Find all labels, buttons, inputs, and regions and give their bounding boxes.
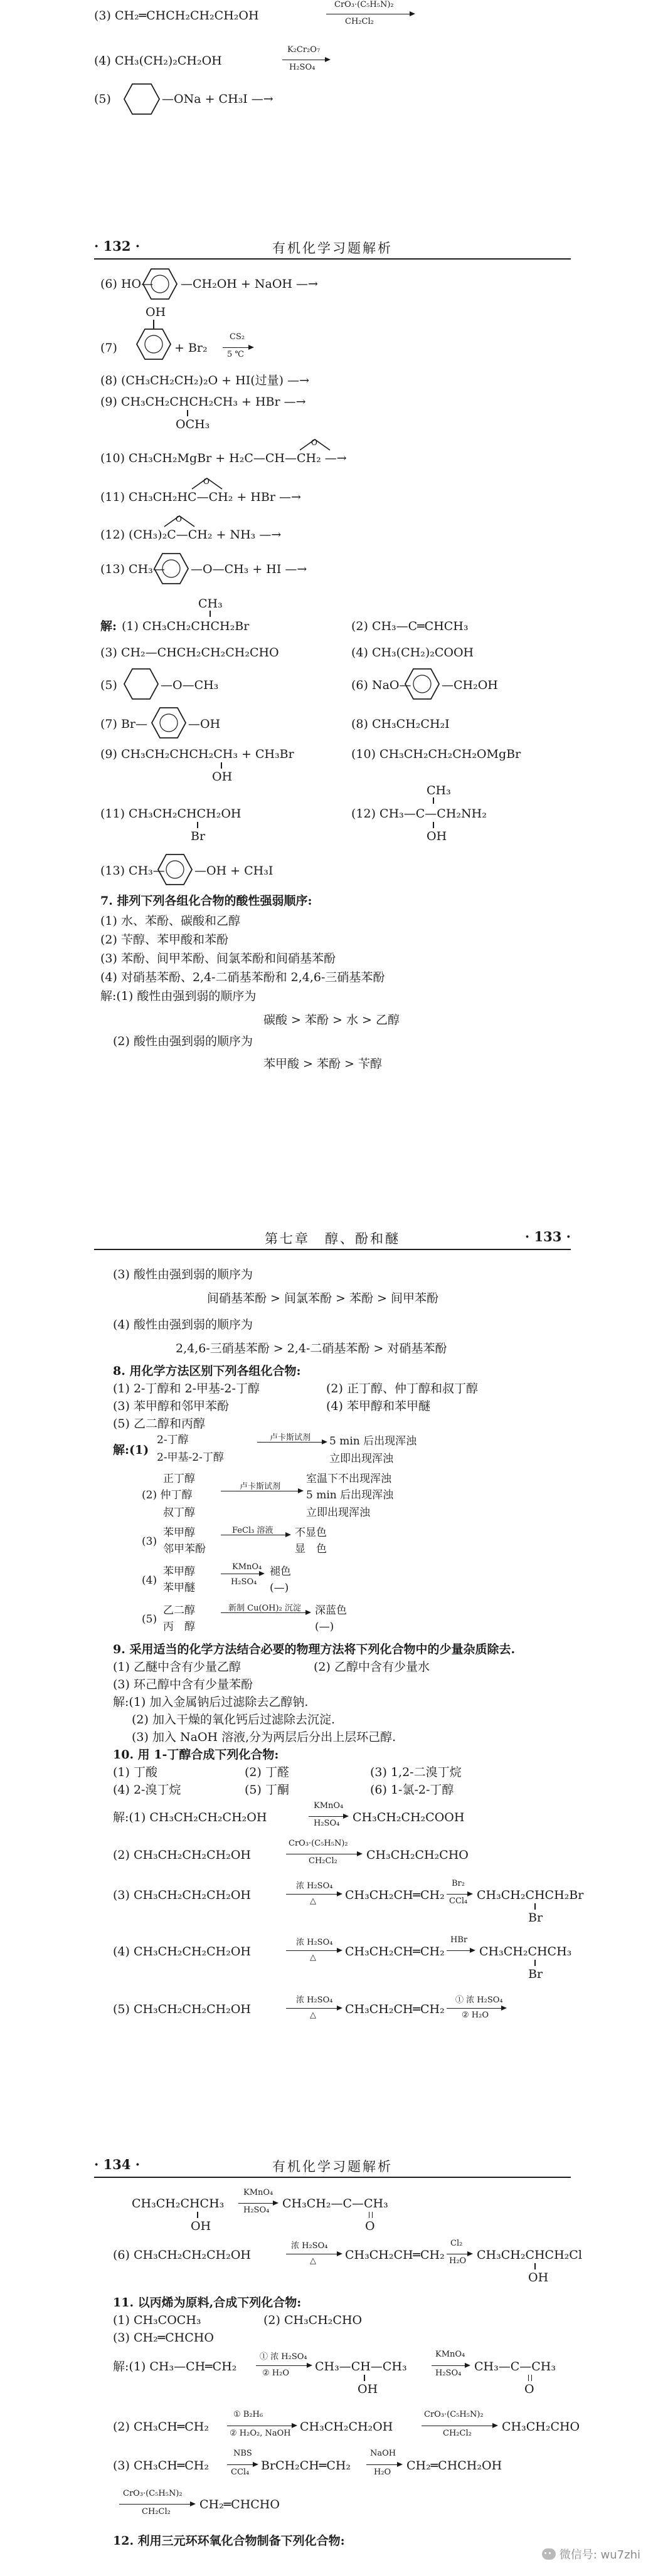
reaction-arrow <box>227 2464 257 2465</box>
substituent-label: Br <box>528 1967 543 1981</box>
question-item: (1) 水、苯酚、碳酸和乙醇 <box>100 914 240 928</box>
question-item: (2) CH₃CH₂CHO <box>263 2313 363 2327</box>
question-item: (3) 苯甲醇和邻甲苯酚 <box>113 1399 229 1413</box>
benzene-ring <box>153 552 189 586</box>
reaction-condition: ① B₂H₆ <box>233 2410 263 2419</box>
reaction-line: CH₃CH₂—C—CH₃ <box>282 2197 388 2211</box>
substituent-label: CH₃ <box>198 597 223 611</box>
reaction-condition: CH₂Cl₂ <box>345 17 374 26</box>
answer-line: —OH + CH₃I <box>194 864 273 878</box>
observation: 5 min 后出现浑浊 <box>329 1435 417 1448</box>
question-item: (2) 正丁醇、仲丁醇和叔丁醇 <box>326 1382 478 1396</box>
substituent-label: Br <box>191 829 206 843</box>
page-fragment-1 <box>0 0 658 201</box>
page-number: · 132 · <box>94 238 141 254</box>
compound-label: 2-甲基-2-丁醇 <box>157 1451 224 1464</box>
answer-line: 解:(1) 加入金属钠后过滤除去乙醇钠. <box>113 1695 309 1709</box>
reaction-condition: ② H₂O₂, NaOH <box>230 2429 291 2438</box>
compound-label: 丙 醇 <box>163 1621 195 1633</box>
observation: 深蓝色 <box>315 1604 347 1617</box>
observation: 不显色 <box>295 1527 327 1539</box>
reaction-line: CH₃—C—CH₃ <box>474 2360 556 2374</box>
reaction-line: CH₃CH₂CH═CH₂ <box>345 2248 445 2262</box>
reaction-line: CH₃CH₂CH═CH₂ <box>345 1888 445 1902</box>
reaction-arrow <box>286 2008 341 2009</box>
reaction-condition: △ <box>310 1953 316 1962</box>
reaction-condition: 浓 H₂SO₄ <box>296 1881 333 1891</box>
answer-line: —O—CH₃ <box>161 678 219 692</box>
reaction-line: CH₃CH₂CH₂OH <box>300 2420 393 2434</box>
answer-line: (2) 加入干燥的氧化钙后过滤除去沉淀. <box>132 1713 335 1727</box>
answer-line: (11) CH₃CH₂CHCH₂OH <box>100 807 241 821</box>
benzene-ring <box>157 853 193 886</box>
header-rule <box>94 2177 571 2178</box>
benzene-ring <box>142 267 178 301</box>
reaction-condition: CH₂Cl₂ <box>443 2429 472 2438</box>
question-item: (1) CH₃COCH₃ <box>113 2313 201 2327</box>
reaction-line: 解:(1) CH₃—CH═CH₂ <box>113 2360 237 2374</box>
question-title: 10. 用 1-丁醇合成下列化合物: <box>113 1748 279 1762</box>
reaction-arrow <box>256 2365 311 2366</box>
reagent-label: FeCl₃ 溶液 <box>232 1526 273 1535</box>
observation: 室温下不出现浑浊 <box>306 1473 391 1485</box>
epoxide-ring <box>296 438 334 451</box>
benzene-ring <box>404 667 440 701</box>
reaction-line: (13) CH₃— <box>100 562 165 576</box>
reaction-condition: H₂O <box>374 2468 391 2477</box>
question-item: (2) 乙醇中含有少量水 <box>314 1660 430 1674</box>
reaction-line: CH₃CH₂CHCH₃ <box>132 2197 225 2211</box>
reaction-line: CH₃CH₂CHCH₂Cl <box>477 2248 582 2262</box>
question-item: (4) 对硝基苯酚、2,4-二硝基苯酚和 2,4,6-三硝基苯酚 <box>100 970 385 984</box>
compound-label: 2-丁醇 <box>157 1434 189 1446</box>
reaction-condition: H₂SO₄ <box>243 2205 270 2215</box>
reaction-condition: H₂SO₄ <box>435 2368 462 2378</box>
page-number: · 134 · <box>94 2157 141 2172</box>
bond <box>534 2263 536 2269</box>
question-title: 11. 以丙烯为原料,合成下列化合物: <box>113 2296 302 2310</box>
reaction-condition: NBS <box>233 2449 252 2458</box>
reaction-line: —CH₂OH + NaOH —→ <box>181 277 318 291</box>
answer-line: (3) <box>142 1535 157 1548</box>
reaction-condition: CCl₄ <box>449 1896 468 1906</box>
reaction-arrow <box>238 2203 277 2204</box>
question-item: (3) CH₂═CHCHO <box>113 2331 214 2345</box>
reaction-line: CH₃CH₂CH═CH₂ <box>345 2002 445 2016</box>
reaction-arrow <box>257 1442 326 1443</box>
reaction-line: + Br₂ <box>174 341 208 355</box>
answer-line: (6) NaO— <box>351 678 411 692</box>
compound-label: 苯甲醇 <box>163 1527 195 1539</box>
reaction-condition: ① 浓 H₂SO₄ <box>455 1995 503 2005</box>
page-title: 第七章 醇、酚和醚 <box>265 1231 400 1246</box>
answer-label: 解:(1) <box>113 1443 149 1457</box>
reaction-condition: 浓 H₂SO₄ <box>291 2241 328 2251</box>
reaction-condition: H₂SO₄ <box>289 63 316 72</box>
reaction-condition: CH₂Cl₂ <box>309 1856 337 1866</box>
reaction-condition: ① 浓 H₂SO₄ <box>260 2352 307 2362</box>
reaction-condition: KMnO₄ <box>435 2350 465 2359</box>
substituent-label: O <box>524 2382 534 2396</box>
compound-label: 苯甲醇 <box>163 1565 195 1578</box>
reaction-line: —ONa + CH₃I —→ <box>162 92 273 106</box>
substituent-label: OH <box>427 829 447 843</box>
reagent-label: 卢卡斯试剂 <box>240 1482 281 1491</box>
reaction-condition: CS₂ <box>230 332 245 342</box>
answer-line: (5) <box>142 1613 157 1626</box>
substituent-label: CH₃ <box>427 784 451 797</box>
cyclohexane-ring <box>123 667 159 701</box>
reaction-line: —O—CH₃ + HI —→ <box>191 562 307 576</box>
question-title: 7. 排列下列各组化合物的酸性强弱顺序: <box>100 894 312 908</box>
reaction-condition: Br₂ <box>452 1879 465 1888</box>
reagent-label: 新制 Cu(OH)₂ 沉淀 <box>228 1604 301 1613</box>
substituent-label: OH <box>358 2382 378 2396</box>
answer-line: —OH <box>188 717 221 731</box>
bond <box>433 822 434 828</box>
reaction-condition: Cl₂ <box>450 2239 463 2248</box>
reaction-condition: K₂Cr₂O₇ <box>287 45 321 55</box>
reaction-line: (3) CH₃CH═CH₂ <box>113 2459 209 2473</box>
question-item: (5) 丁酮 <box>245 1783 289 1797</box>
bond <box>197 822 198 828</box>
observation: 显 色 <box>295 1543 327 1555</box>
reaction-line: CH₃CH₂CHCH₂Br <box>477 1888 584 1902</box>
compound-label: (2) 仲丁醇 <box>142 1489 193 1501</box>
question-title: 8. 用化学方法区别下列各组化合物: <box>113 1364 301 1378</box>
epoxide-ring <box>161 514 198 528</box>
answer-line: (3) CH₂—CHCH₂CH₂CH₂CHO <box>100 646 279 660</box>
answer-line: (7) Br— <box>100 717 147 731</box>
reaction-line: (9) CH₃CH₂CHCH₂CH₃ + HBr —→ <box>100 395 306 409</box>
bond <box>210 611 211 617</box>
question-item: (1) 丁酸 <box>113 1765 157 1779</box>
answer-line: (8) CH₃CH₂CH₂I <box>351 717 450 731</box>
answer-line: (4) <box>142 1574 157 1587</box>
reaction-condition: △ <box>310 2256 316 2266</box>
page-header <box>94 2157 571 2174</box>
question-title: 9. 采用适当的化学方法结合必要的物理方法将下列化合物中的少量杂质除去. <box>113 1643 516 1656</box>
bond <box>197 2212 198 2218</box>
reaction-condition: 浓 H₂SO₄ <box>296 1938 333 1947</box>
reaction-condition: CrO₃·(C₅H₅N)₂ <box>123 2489 183 2498</box>
question-item: (3) 1,2-二溴丁烷 <box>370 1765 462 1779</box>
compound-label: 正丁醇 <box>163 1473 195 1485</box>
reaction-line: BrCH₂CH═CH₂ <box>261 2459 351 2473</box>
answer-line: (9) CH₃CH₂CHCH₂CH₃ + CH₃Br <box>100 747 294 761</box>
reaction-line: (11) CH₃CH₂HC—CH₂ + HBr —→ <box>100 490 301 504</box>
reaction-line: CH₃CH₂CH₂COOH <box>353 1811 465 1824</box>
answer-line: (1) CH₃CH₂CHCH₂Br <box>122 619 250 633</box>
reaction-condition: H₂O <box>449 2256 467 2266</box>
answer-line: 碳酸 > 苯酚 > 水 > 乙醇 <box>263 1013 400 1027</box>
compound-label: 叔丁醇 <box>163 1506 195 1519</box>
answer-line: 解:(1) 酸性由强到弱的顺序为 <box>100 989 257 1003</box>
page-133 <box>0 1229 658 2119</box>
question-item: (2) 丁醛 <box>245 1765 289 1779</box>
reaction-condition: CrO₃·(C₅H₅N)₂ <box>334 0 394 9</box>
substituent-label: OCH₃ <box>176 418 210 431</box>
question-item: (1) 2-丁醇和 2-甲基-2-丁醇 <box>113 1382 260 1396</box>
observation: (—) <box>315 1621 334 1633</box>
double-bond <box>369 2212 373 2218</box>
watermark-text: 微信号: wu7zhi <box>559 2548 640 2562</box>
header-rule <box>94 258 571 260</box>
bond <box>534 1903 536 1910</box>
page-134 <box>0 2157 658 2576</box>
answer-line: (4) 酸性由强到弱的顺序为 <box>113 1318 253 1332</box>
answer-line: 间硝基苯酚 > 间氯苯酚 > 苯酚 > 间甲苯酚 <box>207 1291 438 1305</box>
bond <box>364 2375 365 2381</box>
answer-line: (4) CH₃(CH₂)₂COOH <box>351 646 474 660</box>
reagent-label: H₂SO₄ <box>231 1577 257 1587</box>
answer-line: (10) CH₃CH₂CH₂CH₂OMgBr <box>351 747 521 761</box>
reaction-arrow <box>447 1950 474 1951</box>
reaction-arrow <box>223 347 253 348</box>
observation: 立即出现浑浊 <box>329 1453 393 1465</box>
page-title: 有机化学习题解析 <box>272 2159 393 2174</box>
svg-text:O: O <box>176 515 182 523</box>
observation: 褪色 <box>270 1565 291 1578</box>
substituent-label: OH <box>191 2219 211 2233</box>
bond <box>187 410 188 416</box>
reaction-condition: HBr <box>450 1935 468 1945</box>
substituent-label: OH <box>212 770 233 784</box>
reaction-line: CH₃CH₂CH═CH₂ <box>345 1945 445 1958</box>
reaction-line: CH₃CH₂CHCH₃ <box>479 1945 572 1958</box>
reaction-line: CH₃CH₂CHO <box>502 2420 580 2434</box>
reaction-condition: KMnO₄ <box>314 1801 344 1811</box>
reaction-arrow <box>119 2504 194 2505</box>
reaction-condition: ② H₂O <box>262 2368 289 2378</box>
question-item: (3) 环己醇中含有少量苯酚 <box>113 1678 253 1691</box>
page-header <box>94 238 571 256</box>
question-item: (2) 苄醇、苯甲酸和苯酚 <box>100 933 228 947</box>
benzene-ring <box>151 706 187 740</box>
reaction-condition: CH₂Cl₂ <box>142 2507 171 2516</box>
substituent-label: OH <box>146 305 166 319</box>
reaction-line: (5) <box>94 92 111 106</box>
reaction-condition: CrO₃·(C₅H₅N)₂ <box>424 2410 484 2419</box>
reaction-arrow <box>447 1894 472 1895</box>
reagent-label: 卢卡斯试剂 <box>270 1433 311 1443</box>
reaction-line: (4) CH₃(CH₂)₂CH₂OH <box>94 54 222 68</box>
question-item: (5) 乙二醇和丙醇 <box>113 1417 205 1431</box>
substituent-label: OH <box>528 2271 549 2284</box>
substituent-label: O <box>365 2219 375 2233</box>
question-item: (3) 苯酚、间甲苯酚、间氯苯酚和间硝基苯酚 <box>100 952 336 965</box>
question-title: 12. 利用三元环环氧化合物制备下列化合物: <box>113 2534 345 2548</box>
answer-label: 解: <box>100 619 117 633</box>
question-item: (4) 苯甲醇和苯甲醚 <box>326 1399 430 1413</box>
reaction-condition: NaOH <box>370 2449 396 2458</box>
page-number: · 133 · <box>524 1229 571 1244</box>
reaction-line: CH₃—CH—CH₃ <box>315 2360 407 2374</box>
reaction-line: (12) (CH₃)₂C—CH₂ + NH₃ —→ <box>100 528 282 542</box>
answer-line: —CH₂OH <box>442 678 498 692</box>
svg-text:O: O <box>311 438 317 447</box>
question-item: (6) 1-氯-2-丁醇 <box>370 1783 454 1797</box>
watermark <box>542 2546 640 2562</box>
reaction-line: (4) CH₃CH₂CH₂CH₂OH <box>113 1945 251 1958</box>
observation: 5 min 后出现浑浊 <box>306 1489 394 1501</box>
header-rule <box>94 1249 571 1250</box>
cyclohexane-ring <box>123 81 161 117</box>
reaction-line: CH₂═CHCHO <box>199 2498 280 2511</box>
compound-label: 苯甲醚 <box>163 1582 195 1594</box>
reaction-condition: KMnO₄ <box>243 2188 273 2197</box>
reaction-line: (2) CH₃CH═CH₂ <box>113 2420 209 2434</box>
reaction-line: (5) CH₃CH₂CH₂CH₂OH <box>113 2002 251 2016</box>
reagent-label: KMnO₄ <box>232 1562 262 1572</box>
reaction-line: (6) HO— <box>100 277 154 291</box>
compound-label: 乙二醇 <box>163 1604 195 1617</box>
reaction-condition: △ <box>310 2011 316 2020</box>
answer-line: (3) 加入 NaOH 溶液,分为两层后分出上层环己醇. <box>132 1730 396 1744</box>
double-bond <box>528 2375 532 2381</box>
reaction-arrow <box>221 1612 310 1613</box>
reaction-condition: 5 ℃ <box>227 350 244 359</box>
reaction-arrow <box>366 2464 401 2465</box>
bond <box>221 762 222 769</box>
reaction-line: CH₃CH₂CH₂CHO <box>366 1848 469 1862</box>
reaction-condition: 浓 H₂SO₄ <box>296 1995 333 2005</box>
reaction-condition: CrO₃·(C₅H₅N)₂ <box>289 1839 348 1848</box>
reaction-line: (3) CH₂═CHCH₂CH₂CH₂OH <box>94 9 259 23</box>
reaction-arrow <box>447 2008 506 2009</box>
benzene-ring <box>135 327 172 361</box>
answer-line: (3) 酸性由强到弱的顺序为 <box>113 1268 253 1281</box>
reaction-condition: ② H₂O <box>462 2011 489 2020</box>
observation: (—) <box>270 1582 289 1594</box>
substituent-label: Br <box>528 1911 543 1925</box>
question-item: (4) 2-溴丁烷 <box>113 1783 181 1797</box>
page-132 <box>0 238 658 1197</box>
answer-line: 苯甲酸 > 苯酚 > 苄醇 <box>263 1057 382 1071</box>
observation: 立即出现浑浊 <box>306 1506 370 1519</box>
reaction-arrow <box>309 1816 348 1817</box>
answer-line: (12) CH₃—C—CH₂NH₂ <box>351 807 487 821</box>
question-item: (1) 乙醚中含有少量乙醇 <box>113 1660 241 1674</box>
answer-line: (2) CH₃—C═CHCH₃ <box>351 619 469 633</box>
svg-text:O: O <box>203 477 210 486</box>
reaction-arrow <box>432 2365 469 2366</box>
reaction-condition: △ <box>310 1896 316 1906</box>
bond <box>433 797 434 804</box>
answer-line: (5) <box>100 678 117 692</box>
reaction-line: (8) (CH₃CH₂CH₂)₂O + HI(过量) —→ <box>100 374 310 387</box>
reaction-line: (10) CH₃CH₂MgBr + H₂C—CH—CH₂ —→ <box>100 451 347 465</box>
reaction-line: 解:(1) CH₃CH₂CH₂CH₂OH <box>113 1811 267 1824</box>
page-header <box>94 1229 571 1246</box>
reaction-arrow <box>286 1950 341 1951</box>
wechat-icon <box>542 2548 556 2560</box>
bond <box>534 1960 536 1966</box>
compound-label: 邻甲苯酚 <box>163 1543 206 1555</box>
reaction-arrow <box>286 1894 341 1895</box>
page-title: 有机化学习题解析 <box>272 241 393 256</box>
answer-line: (13) CH₃— <box>100 864 165 878</box>
reaction-line: CH₂═CHCH₂OH <box>406 2459 502 2473</box>
reaction-condition: CCl₄ <box>231 2468 250 2477</box>
answer-line: 2,4,6-三硝基苯酚 > 2,4-二硝基苯酚 > 对硝基苯酚 <box>176 1342 447 1355</box>
reaction-line: (3) CH₃CH₂CH₂CH₂OH <box>113 1888 251 1902</box>
reaction-line: (7) <box>100 341 117 355</box>
reaction-condition: H₂SO₄ <box>314 1819 340 1828</box>
reaction-line: (6) CH₃CH₂CH₂CH₂OH <box>113 2248 251 2262</box>
answer-line: (2) 酸性由强到弱的顺序为 <box>113 1034 253 1048</box>
epoxide-ring <box>188 476 226 490</box>
reaction-line: (2) CH₃CH₂CH₂CH₂OH <box>113 1848 251 1862</box>
